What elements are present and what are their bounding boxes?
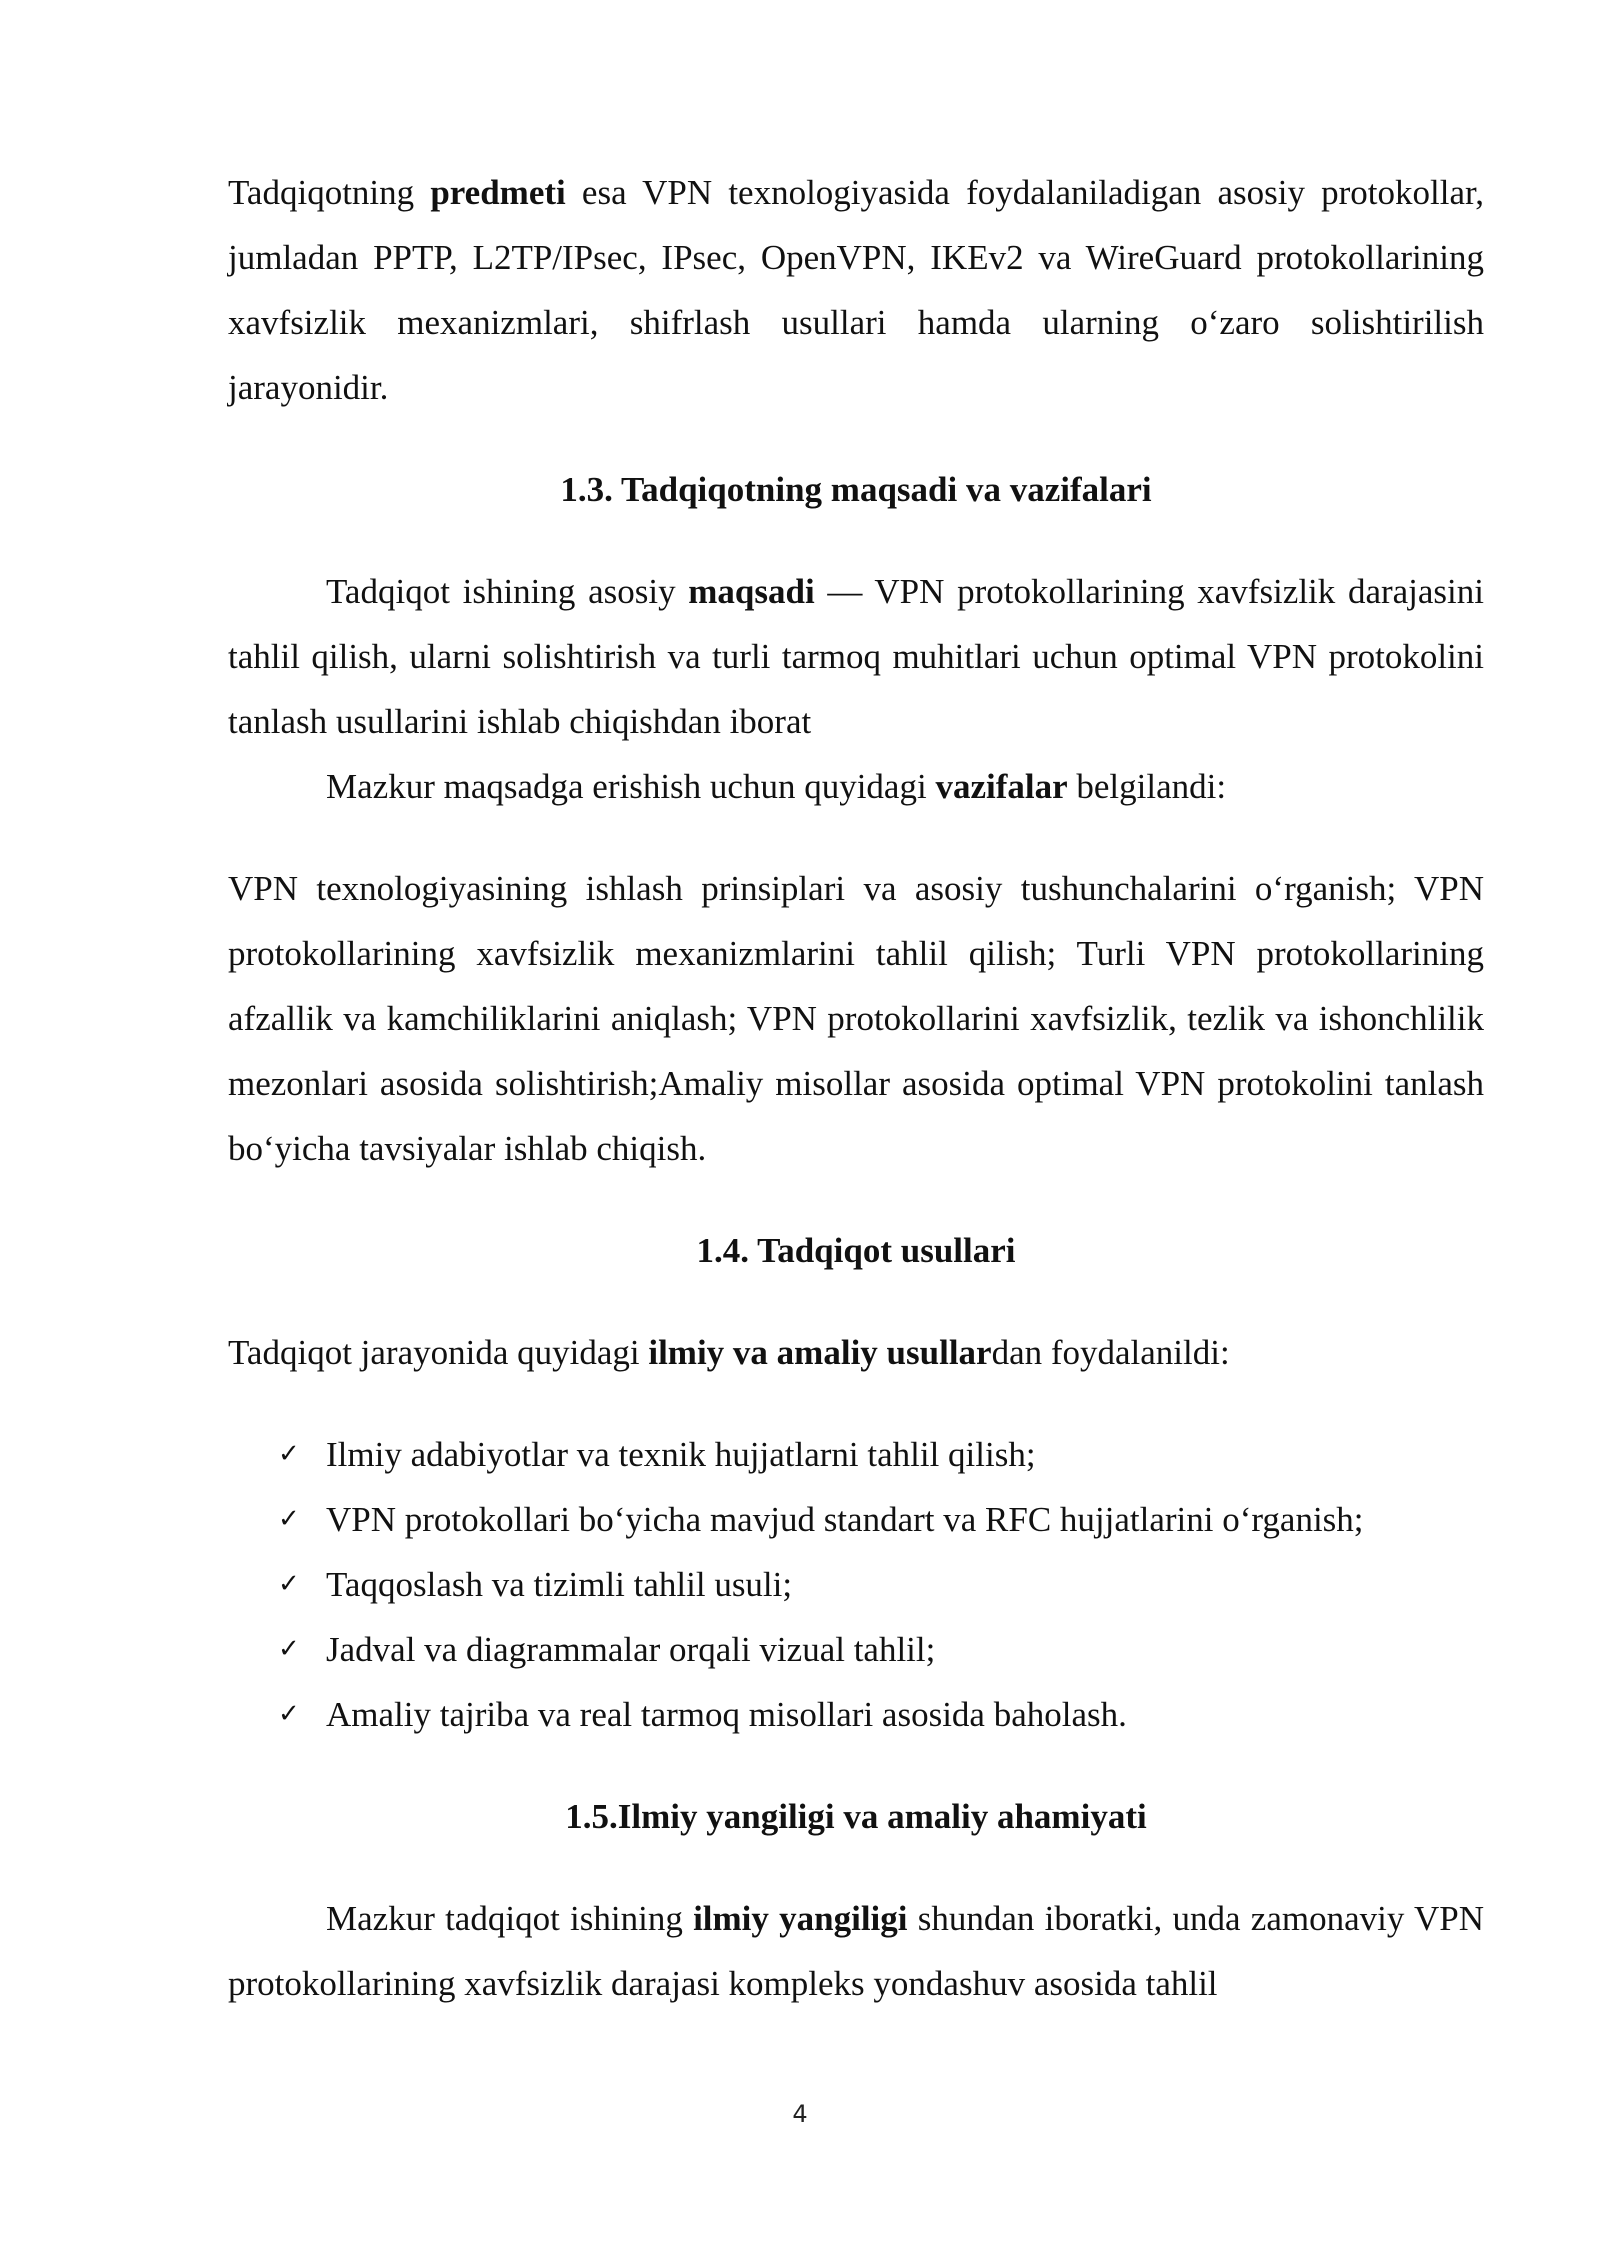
bold-term-ilmiy-yangiligi: ilmiy yangiligi bbox=[693, 1899, 908, 1938]
checkmark-icon: ✓ bbox=[278, 1504, 300, 1534]
checkmark-icon: ✓ bbox=[278, 1634, 300, 1664]
list-item bbox=[228, 1552, 1484, 1617]
tasks-paragraph: VPN texnologiyasining ishlash prinsiplari va asosiy tushunchalarini o‘rganish; VPN protokollarining xavfsizlik mexanizmlarini tahlil qilish; Turli VPN protokollarining afzallik va kamchiliklarini aniqlash; VPN protokollarini xavfsizlik, tezlik va ishonchlilik mezonlari asosida solishtirish;Amaliy misollar asosida optimal VPN protokolini tanlash bo‘yicha tavsiyalar ishlab chiqish. bbox=[228, 869, 1484, 1168]
list-item-text: Jadval va diagrammalar orqali vizual tahlil; bbox=[326, 1630, 936, 1669]
bold-term-usullar: ilmiy va amaliy usullar bbox=[648, 1333, 992, 1372]
section-heading-1-4: 1.4. Tadqiqot usullari bbox=[696, 1231, 1016, 1270]
bold-term-predmeti: predmeti bbox=[430, 173, 566, 212]
list-item bbox=[228, 1422, 1484, 1487]
tasks-intro-paragraph bbox=[228, 754, 1484, 819]
list-item bbox=[228, 1617, 1484, 1682]
checkmark-icon: ✓ bbox=[278, 1439, 300, 1469]
bold-term-maqsadi: maqsadi bbox=[688, 572, 815, 611]
text-run: Mazkur tadqiqot ishining bbox=[326, 1899, 694, 1938]
subject-paragraph bbox=[228, 160, 1484, 420]
novelty-paragraph bbox=[228, 1886, 1484, 2016]
goal-paragraph bbox=[228, 559, 1484, 754]
text-run: belgilandi: bbox=[1067, 767, 1227, 806]
list-item bbox=[228, 1682, 1484, 1747]
page-content bbox=[228, 160, 1484, 2016]
checkmark-icon: ✓ bbox=[278, 1569, 300, 1599]
section-heading-1-3: 1.3. Tadqiqotning maqsadi va vazifalari bbox=[560, 470, 1152, 509]
bold-term-vazifalar: vazifalar bbox=[935, 767, 1068, 806]
text-run: — VPN protokollarining xavfsizlik darajasini tahlil qilish, ularni solishtirish va turli tarmoq muhitlari uchun optimal VPN protokolini tanlash usullarini ishlab chiqishdan iborat bbox=[228, 572, 1484, 741]
text-run: Mazkur maqsadga erishish uchun quyidagi bbox=[326, 767, 936, 806]
checkmark-icon: ✓ bbox=[278, 1699, 300, 1729]
text-run: Tadqiqotning bbox=[228, 173, 431, 212]
list-item-text: VPN protokollari bo‘yicha mavjud standart va RFC hujjatlarini o‘rganish; bbox=[326, 1500, 1364, 1539]
methods-intro-paragraph bbox=[228, 1320, 1484, 1385]
page-number: 4 bbox=[792, 2100, 808, 2128]
text-run: esa VPN texnologiyasida foydalaniladigan asosiy protokollar, jumladan PPTP, L2TP/IPsec, IPsec, OpenVPN, IKEv2 va WireGuard protokollarining xavfsizlik mexanizmlari, shifrlash usullari hamda ularning o‘zaro solishtirilish jarayonidir. bbox=[228, 173, 1484, 407]
text-run: Tadqiqot jarayonida quyidagi bbox=[228, 1333, 649, 1372]
text-run: shundan iboratki, unda zamonaviy VPN protokollarining xavfsizlik darajasi kompleks yondashuv asosida tahlil bbox=[228, 1899, 1484, 2003]
text-run: dan foydalanildi: bbox=[991, 1333, 1230, 1372]
spacer bbox=[228, 819, 1484, 856]
section-heading-1-5: 1.5.Ilmiy yangiligi va amaliy ahamiyati bbox=[565, 1797, 1147, 1836]
list-item bbox=[228, 1487, 1484, 1552]
list-item-text: Amaliy tajriba va real tarmoq misollari asosida baholash. bbox=[326, 1695, 1127, 1734]
methods-list bbox=[228, 1422, 1484, 1747]
list-item-text: Ilmiy adabiyotlar va texnik hujjatlarni tahlil qilish; bbox=[326, 1435, 1036, 1474]
text-run: Tadqiqot ishining asosiy bbox=[326, 572, 689, 611]
list-item-text: Taqqoslash va tizimli tahlil usuli; bbox=[326, 1565, 793, 1604]
